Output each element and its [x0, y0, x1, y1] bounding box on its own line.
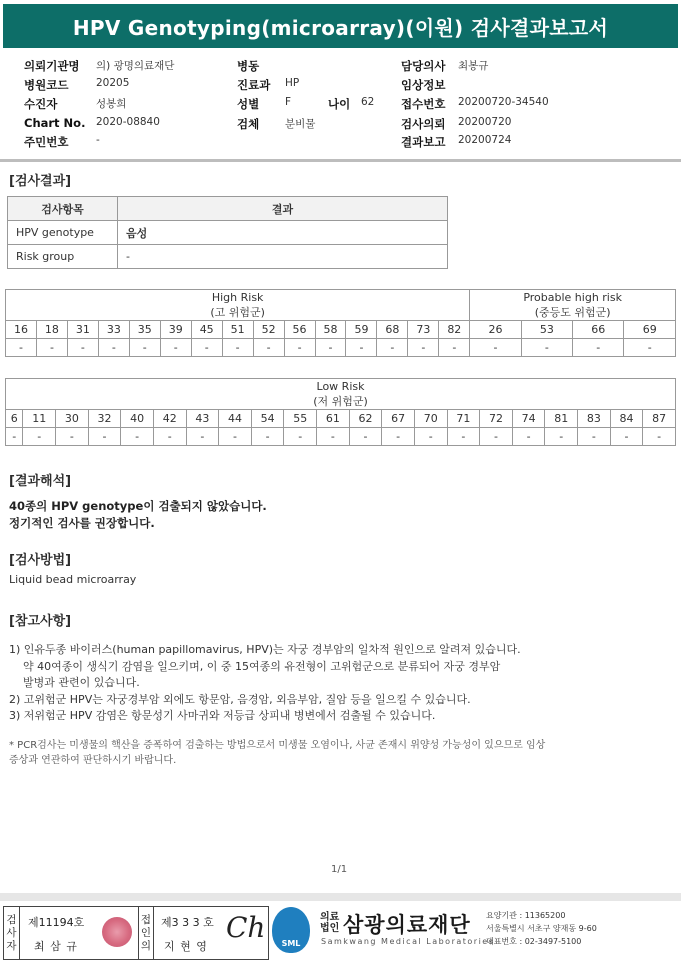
request-org-value: 의) 광명의료재단 — [96, 60, 175, 72]
genotype-number: 56 — [284, 321, 315, 339]
genotype-result: - — [578, 428, 611, 446]
hospital-code-label: 병원코드 — [24, 78, 69, 92]
genotype-number: 39 — [160, 321, 191, 339]
genotype-result: - — [377, 339, 408, 357]
genotype-number: 45 — [191, 321, 222, 339]
genotype-result: - — [573, 339, 624, 357]
high-risk-header — [6, 290, 470, 321]
genotype-number: 74 — [512, 410, 545, 428]
genotype-result-row — [6, 428, 676, 446]
chart-no-value: 2020-08840 — [96, 116, 160, 128]
genotype-result: - — [186, 428, 219, 446]
genotype-result: - — [408, 339, 439, 357]
page-number: 1/1 — [331, 864, 348, 875]
genotype-result: - — [98, 339, 129, 357]
genotype-number: 73 — [408, 321, 439, 339]
genotype-result: - — [284, 339, 315, 357]
genotype-result: - — [470, 339, 521, 357]
genotype-number: 81 — [545, 410, 578, 428]
genotype-result: - — [349, 428, 382, 446]
interpretation-line: 정기적인 검사를 권장합니다. — [9, 516, 155, 530]
receipt-no-label: 접수번호 — [401, 97, 446, 111]
genotype-number: 71 — [447, 410, 480, 428]
genotype-result-row — [6, 339, 676, 357]
genotype-result: - — [129, 339, 160, 357]
logo-badge: SML — [281, 939, 301, 948]
genotype-number: 30 — [56, 410, 89, 428]
genotype-row — [6, 410, 676, 428]
genotype-result: - — [512, 428, 545, 446]
label-char: 인 — [140, 926, 152, 939]
request-date-label: 검사의뢰 — [401, 117, 446, 131]
sex-value: F — [285, 96, 292, 108]
probable-risk-title: Probable high risk — [523, 291, 622, 304]
genotype-number: 11 — [23, 410, 56, 428]
genotype-result: - — [315, 339, 346, 357]
report-title: HPV Genotyping(microarray)(이원) 검사결과보고서 — [3, 4, 678, 48]
genotype-result: - — [6, 428, 23, 446]
note-line: 발병과 관련이 있습니다. — [23, 676, 140, 689]
genotype-number: 59 — [346, 321, 377, 339]
genotype-number: 68 — [377, 321, 408, 339]
genotype-number: 16 — [6, 321, 37, 339]
genotype-result: - — [317, 428, 350, 446]
genotype-result: - — [439, 339, 470, 357]
genotype-number: 67 — [382, 410, 415, 428]
genotype-number: 6 — [6, 410, 23, 428]
resident-no-label: 주민번호 — [24, 135, 69, 149]
genotype-number: 43 — [186, 410, 219, 428]
result-value: 음성 — [118, 221, 448, 245]
footer — [0, 893, 681, 960]
org-address: 서울특별시 서초구 양재동 9-60 — [486, 924, 597, 933]
genotype-result: - — [284, 428, 317, 446]
sex-label: 성별 — [237, 97, 260, 111]
confirmer-label — [138, 907, 154, 959]
patient-info — [0, 50, 681, 162]
age-value: 62 — [361, 96, 375, 108]
genotype-number: 42 — [153, 410, 186, 428]
genotype-number: 87 — [643, 410, 676, 428]
org-contact — [486, 909, 597, 948]
col-item-header: 검사항목 — [8, 197, 118, 221]
report-date-label: 결과보고 — [401, 135, 446, 149]
interpretation-line: 40종의 HPV genotype이 검출되지 않았습니다. — [9, 499, 267, 513]
result-table — [7, 196, 448, 269]
note-line: 2) 고위험군 HPV는 자궁경부암 외에도 항문암, 음경암, 외음부암, 질암 등을 일으킬 수 있습니다. — [9, 692, 471, 706]
pcr-note-line: * PCR검사는 미생물의 핵산을 증폭하여 검출하는 방법으로서 미생물 오염이나, 사균 존재시 위양성 가능성이 있으므로 임상 — [9, 740, 546, 751]
genotype-number: 72 — [480, 410, 513, 428]
genotype-result: - — [219, 428, 252, 446]
confirmer-license: 제3 3 3 호 — [161, 916, 214, 929]
receipt-no-value: 20200720-34540 — [458, 96, 549, 108]
clinical-info-label: 임상정보 — [401, 78, 446, 92]
method-text: Liquid bead microarray — [9, 573, 137, 586]
collector-label: 수진자 — [24, 97, 58, 111]
request-org-label: 의뢰기관명 — [24, 59, 80, 73]
notes-heading: [참고사항] — [9, 614, 72, 629]
seal-stamp-icon — [102, 917, 132, 947]
genotype-result: - — [447, 428, 480, 446]
probable-risk-header — [470, 290, 676, 321]
examiner-license: 제11194호 — [28, 916, 85, 929]
high-risk-title: High Risk — [211, 291, 264, 304]
department-value: HP — [285, 77, 300, 89]
genotype-result: - — [56, 428, 89, 446]
high-risk-subtitle: (고 위험군) — [210, 306, 265, 319]
genotype-result: - — [191, 339, 222, 357]
low-risk-table — [5, 378, 676, 446]
doctor-value: 최봉규 — [458, 60, 489, 72]
doctor-label: 담당의사 — [401, 59, 446, 73]
org-phone: 대표번호 : 02-3497-5100 — [486, 937, 582, 946]
genotype-number: 69 — [624, 321, 676, 339]
specimen-label: 검체 — [237, 117, 260, 131]
signature-box — [3, 906, 269, 960]
result-heading: [검사결과] — [9, 174, 72, 189]
request-date-value: 20200720 — [458, 116, 512, 128]
org-prefix-top: 의료 — [320, 912, 340, 923]
genotype-number: 66 — [573, 321, 624, 339]
institution-number: 요양기관 : 11365200 — [486, 911, 566, 920]
genotype-result: - — [160, 339, 191, 357]
genotype-number: 83 — [578, 410, 611, 428]
probable-risk-subtitle: (중등도 위험군) — [534, 306, 611, 319]
high-risk-table — [5, 289, 676, 357]
genotype-number: 18 — [36, 321, 67, 339]
method-heading: [검사방법] — [9, 553, 72, 568]
org-name: 삼광의료재단 — [343, 913, 471, 937]
genotype-result: - — [23, 428, 56, 446]
note-line: 1) 인유두종 바이러스(human papillomavirus, HPV)는 자궁 경부암의 일차적 원인으로 알려져 있습니다. — [9, 643, 521, 656]
resident-no-value: - — [96, 134, 100, 146]
signature-icon: Ch — [226, 911, 266, 944]
report-date-value: 20200724 — [458, 134, 512, 146]
genotype-number: 40 — [121, 410, 154, 428]
col-result-header: 결과 — [118, 197, 448, 221]
specimen-value: 분비물 — [285, 118, 316, 130]
table-row — [8, 221, 448, 245]
interpretation-heading: [결과해석] — [9, 474, 72, 489]
genotype-number: 58 — [315, 321, 346, 339]
pcr-note-line: 증상과 연관하여 판단하시기 바랍니다. — [9, 755, 177, 766]
genotype-number: 32 — [88, 410, 121, 428]
result-item: HPV genotype — [8, 221, 118, 245]
label-char: 접 — [140, 913, 152, 926]
note-line: 약 40여종이 생식기 감염을 일으키며, 이 중 15여종의 유전형이 고위험군으로 분류되어 자궁 경부암 — [23, 659, 501, 673]
genotype-number: 33 — [98, 321, 129, 339]
genotype-number: 70 — [414, 410, 447, 428]
result-value: - — [118, 245, 448, 269]
genotype-number: 62 — [349, 410, 382, 428]
genotype-result: - — [253, 339, 284, 357]
genotype-number: 82 — [439, 321, 470, 339]
genotype-result: - — [521, 339, 572, 357]
examiner-name: 최 삼 규 — [34, 940, 78, 953]
genotype-result: - — [643, 428, 676, 446]
genotype-number: 55 — [284, 410, 317, 428]
label-char: 검 — [6, 913, 17, 926]
genotype-result: - — [414, 428, 447, 446]
genotype-result: - — [346, 339, 377, 357]
result-item: Risk group — [8, 245, 118, 269]
pcr-note — [9, 738, 677, 768]
label-char: 자 — [6, 939, 17, 952]
low-risk-title: Low Risk — [316, 380, 365, 393]
org-prefix — [320, 912, 339, 934]
genotype-result: - — [36, 339, 67, 357]
genotype-number: 84 — [610, 410, 643, 428]
genotype-number: 35 — [129, 321, 160, 339]
table-row — [8, 245, 448, 269]
note-line: 3) 저위험군 HPV 감염은 항문성기 사마귀와 저등급 상피내 병변에서 검출될 수 있습니다. — [9, 709, 436, 722]
genotype-result: - — [121, 428, 154, 446]
genotype-row — [6, 321, 676, 339]
genotype-number: 26 — [470, 321, 521, 339]
low-risk-header — [6, 379, 676, 410]
label-char: 의 — [140, 939, 152, 952]
ward-label: 병동 — [237, 59, 260, 73]
department-label: 진료과 — [237, 78, 271, 92]
genotype-result: - — [222, 339, 253, 357]
genotype-number: 52 — [253, 321, 284, 339]
genotype-result: - — [624, 339, 676, 357]
examiner-label — [4, 907, 20, 959]
notes-text — [9, 642, 521, 725]
genotype-number: 61 — [317, 410, 350, 428]
hospital-code-value: 20205 — [96, 77, 130, 89]
genotype-result: - — [545, 428, 578, 446]
genotype-number: 44 — [219, 410, 252, 428]
genotype-result: - — [153, 428, 186, 446]
interpretation-text — [9, 498, 267, 532]
genotype-result: - — [88, 428, 121, 446]
genotype-result: - — [6, 339, 37, 357]
org-english-name: Samkwang Medical Laboratories — [321, 937, 495, 946]
age-label: 나이 — [328, 97, 351, 111]
genotype-result: - — [67, 339, 98, 357]
genotype-result: - — [480, 428, 513, 446]
genotype-number: 51 — [222, 321, 253, 339]
confirmer-name: 지 현 영 — [164, 940, 208, 953]
collector-value: 성봉희 — [96, 98, 127, 110]
label-char: 사 — [6, 926, 17, 939]
genotype-number: 54 — [251, 410, 284, 428]
genotype-result: - — [610, 428, 643, 446]
genotype-result: - — [251, 428, 284, 446]
genotype-result: - — [382, 428, 415, 446]
genotype-number: 31 — [67, 321, 98, 339]
chart-no-label: Chart No. — [24, 116, 86, 130]
sml-logo-icon — [272, 907, 310, 953]
org-prefix-bottom: 법인 — [320, 923, 340, 934]
genotype-number: 53 — [521, 321, 572, 339]
low-risk-subtitle: (저 위험군) — [313, 395, 368, 408]
